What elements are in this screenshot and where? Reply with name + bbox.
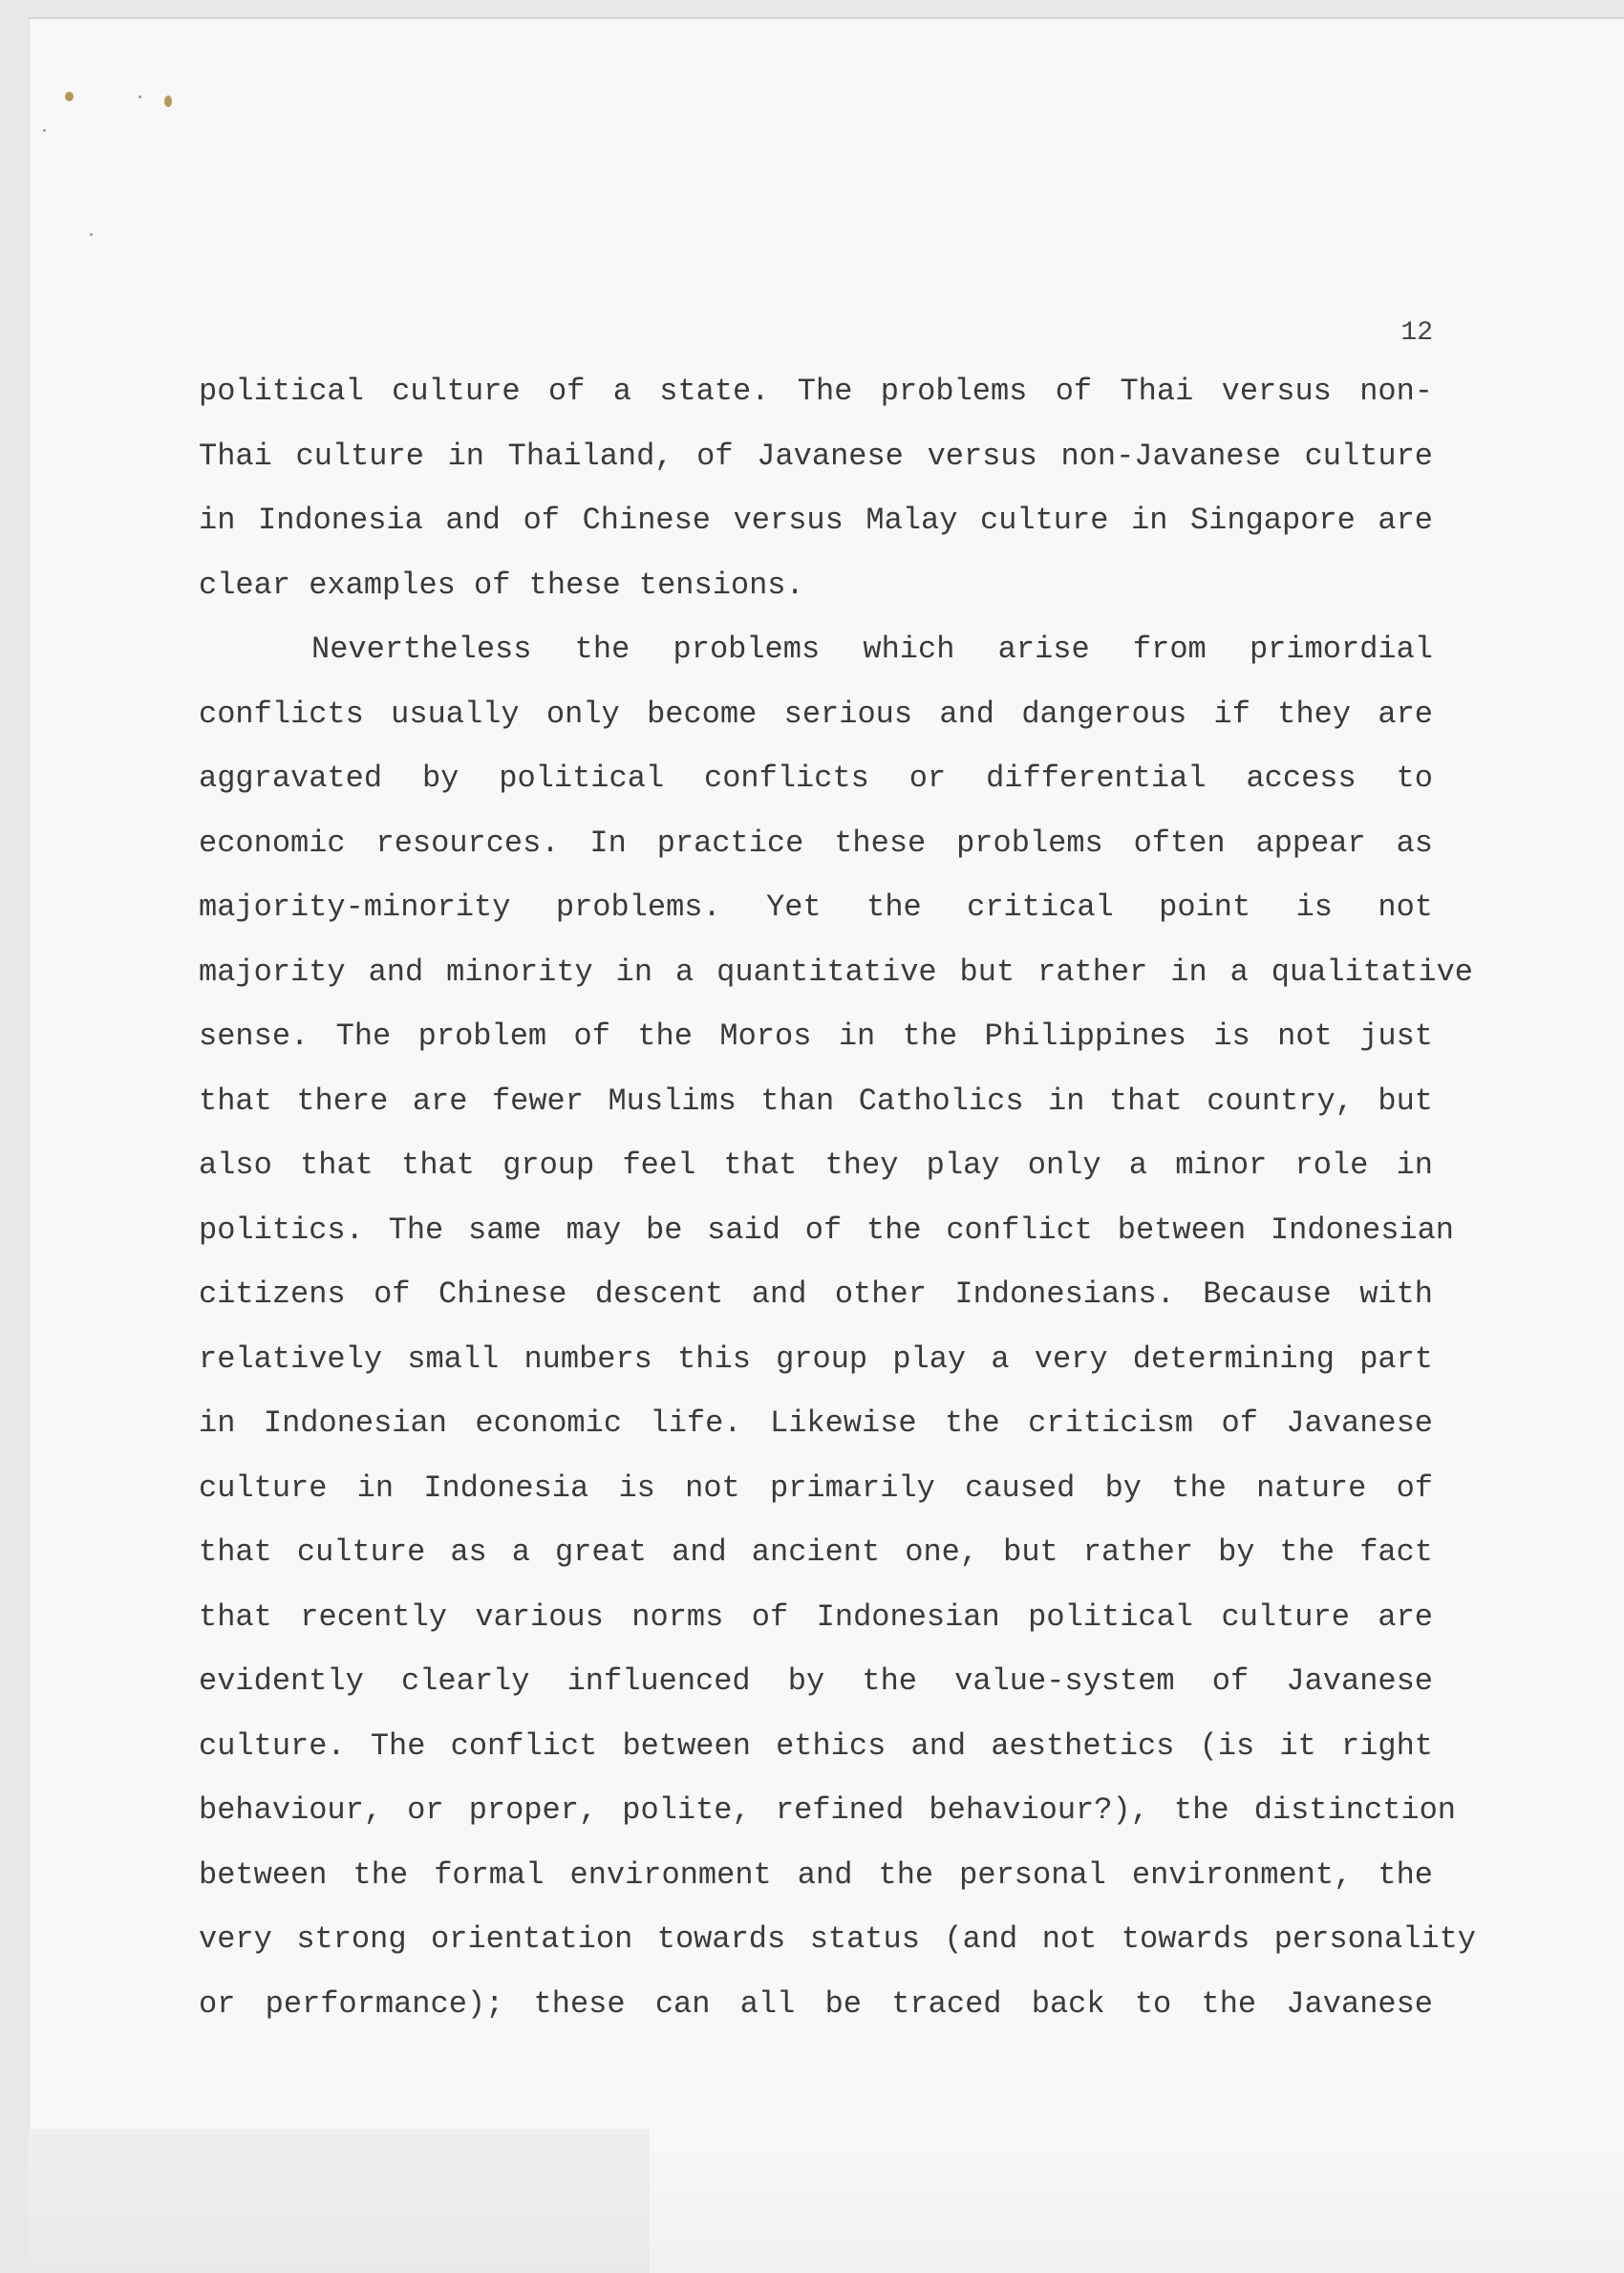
text-line: very strong orientation towards status (and not towards personality [199,1921,1476,1957]
text-line: that there are fewer Muslims than Catholics in that country, but [199,1083,1433,1119]
text-line: relatively small numbers this group play a very determining part [199,1340,1433,1377]
staple-mark [65,92,74,101]
text-line: majority-minority problems. Yet the critical point is not [199,890,1433,925]
text-line: between the formal environment and the personal environment, the [199,1856,1433,1893]
text-line: or performance); these can all be traced back to the Javanese [199,1985,1433,2022]
scan-speck [90,233,93,236]
body-text [199,359,1536,2036]
text-line: majority and minority in a quantitative but rather in a qualitative [199,954,1473,990]
scan-shadow-right [650,2140,1624,2273]
text-line: evidently clearly influenced by the value-system of Javanese [199,1663,1433,1699]
text-line: sense. The problem of the Moros in the Philippines is not just [199,1019,1433,1054]
text-line: conflicts usually only become serious and dangerous if they are [199,696,1433,732]
scan-speck [139,96,141,98]
text-line: citizens of Chinese descent and other Indonesians. Because with [199,1276,1433,1312]
paragraph [199,359,1536,617]
page-number: 12 [1400,318,1433,348]
text-line: behaviour, or proper, polite, refined behaviour?), the distinction [199,1792,1456,1828]
text-line: aggravated by political conflicts or differential access to [199,761,1433,796]
text-line: culture in Indonesia is not primarily caused by the nature of [199,1469,1433,1506]
text-line: politics. The same may be said of the conflict between Indonesian [199,1212,1454,1248]
text-line: that culture as a great and ancient one, but rather by the fact [199,1534,1433,1570]
text-line: clear examples of these tensions. [199,567,804,603]
text-line: political culture of a state. The problems of Thai versus non- [199,374,1433,409]
text-line: Thai culture in Thailand, of Javanese versus non-Javanese culture [199,438,1433,474]
text-line: Nevertheless the problems which arise from primordial [311,632,1433,667]
text-line: culture. The conflict between ethics and aesthetics (is it right [199,1727,1433,1764]
paragraph [199,617,1536,2036]
text-line: in Indonesia and of Chinese versus Malay culture in Singapore are [199,503,1433,538]
text-line: in Indonesian economic life. Likewise the criticism of Javanese [199,1405,1433,1441]
text-line: economic resources. In practice these problems often appear as [199,825,1433,861]
staple-mark [164,96,172,107]
scan-shadow [29,2129,650,2273]
scan-speck [43,129,46,132]
text-line: also that that group feel that they play only a minor role in [199,1147,1433,1183]
text-line: that recently various norms of Indonesian political culture are [199,1598,1433,1635]
